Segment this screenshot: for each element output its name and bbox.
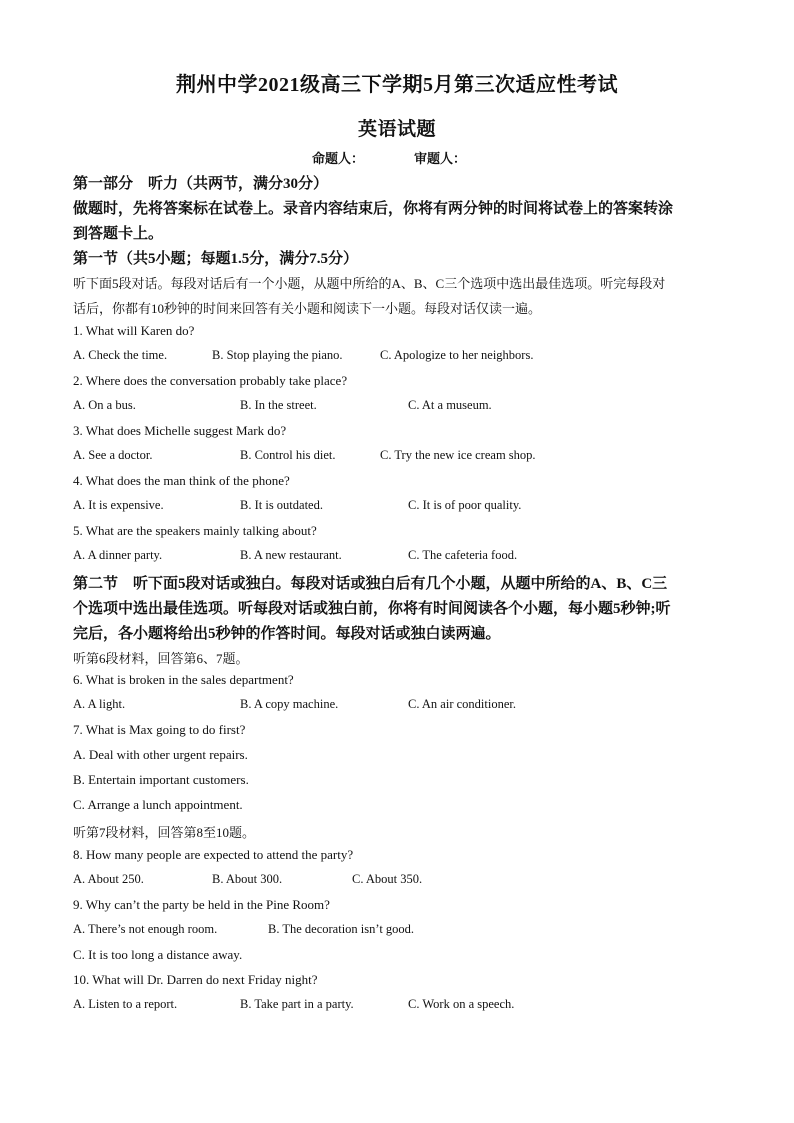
- option-a: A. A light.: [73, 697, 126, 711]
- question-7: 7. What is Max going to do first?: [73, 722, 246, 737]
- option-c: C. About 350.: [352, 872, 423, 886]
- question-7-option-c: C. Arrange a lunch appointment.: [73, 797, 243, 812]
- option-c: C. Apologize to her neighbors.: [380, 348, 534, 362]
- reviewer-label: 审题人：: [414, 151, 467, 166]
- option-c: C. At a museum.: [408, 398, 492, 412]
- part1-heading: 第一部分 听力（共两节，满分30分）: [73, 176, 329, 192]
- option-b: B. About 300.: [212, 872, 283, 886]
- option-c: C. An air conditioner.: [408, 697, 516, 711]
- question-4: 4. What does the man think of the phone?: [73, 473, 290, 488]
- setter-label: 命题人：: [312, 151, 365, 166]
- author-line: [312, 148, 516, 167]
- question-9-option-c: C. It is too long a distance away.: [73, 947, 243, 962]
- section1-directions-1: 听下面5段对话。每段对话后有一个小题，从题中所给的A、B、C三个选项中选出最佳选项。听完每段对: [73, 276, 666, 291]
- section2-heading-3: 完后，各小题将给出5秒钟的作答时间。每段对话或独白读两遍。: [73, 626, 501, 642]
- section2-heading-2: 个选项中选出最佳选项。听每段对话或独白前，你将有时间阅读各个小题，每小题5秒钟;听: [73, 601, 671, 617]
- option-a: A. There’s not enough room.: [73, 922, 218, 936]
- material-6-note: 听第6段材料，回答第6、7题。: [73, 651, 249, 666]
- option-b: B. Control his diet.: [240, 448, 336, 462]
- question-8: 8. How many people are expected to attend the party?: [73, 847, 354, 862]
- option-a: A. It is expensive.: [73, 498, 164, 512]
- option-a: A. See a doctor.: [73, 448, 153, 462]
- material-7-note: 听第7段材料，回答第8至10题。: [73, 825, 256, 840]
- option-b: B. In the street.: [240, 398, 317, 412]
- exam-subtitle: 英语试题: [357, 119, 436, 140]
- option-a: A. Listen to a report.: [73, 997, 178, 1011]
- option-c: C. The cafeteria food.: [408, 548, 518, 562]
- option-a: A. A dinner party.: [73, 548, 163, 562]
- option-c: C. It is of poor quality.: [408, 498, 522, 512]
- question-2: 2. Where does the conversation probably take place?: [73, 373, 348, 388]
- part1-instruction-2: 到答题卡上。: [73, 226, 164, 242]
- question-7-option-a: A. Deal with other urgent repairs.: [73, 747, 248, 762]
- exam-title: 荆州中学2021级高三下学期5月第三次适应性考试: [176, 74, 618, 96]
- question-3: 3. What does Michelle suggest Mark do?: [73, 423, 287, 438]
- option-a: A. On a bus.: [73, 398, 136, 412]
- section1-directions-2: 话后，你都有10秒钟的时间来回答有关小题和阅读下一小题。每段对话仅读一遍。: [73, 301, 542, 316]
- option-a: A. Check the time.: [73, 348, 168, 362]
- option-b: B. Stop playing the piano.: [212, 348, 343, 362]
- option-c: C. Try the new ice cream shop.: [380, 448, 536, 462]
- question-6: 6. What is broken in the sales department?: [73, 672, 294, 687]
- question-7-option-b: B. Entertain important customers.: [73, 772, 249, 787]
- option-b: B. A copy machine.: [240, 697, 339, 711]
- question-1: 1. What will Karen do?: [73, 323, 195, 338]
- question-9: 9. Why can’t the party be held in the Pine Room?: [73, 897, 330, 912]
- question-10: 10. What will Dr. Darren do next Friday night?: [73, 972, 318, 987]
- section2-heading-1: 第二节 听下面5段对话或独白。每段对话或独白后有几个小题，从题中所给的A、B、C三: [73, 576, 668, 592]
- option-c: C. Work on a speech.: [408, 997, 515, 1011]
- part1-instruction-1: 做题时，先将答案标在试卷上。录音内容结束后，你将有两分钟的时间将试卷上的答案转涂: [73, 201, 674, 217]
- section1-heading: 第一节（共5小题；每题1.5分，满分7.5分）: [73, 251, 359, 267]
- option-b: B. A new restaurant.: [240, 548, 342, 562]
- option-b: B. Take part in a party.: [240, 997, 354, 1011]
- option-b: B. The decoration isn’t good.: [268, 922, 415, 936]
- option-a: A. About 250.: [73, 872, 144, 886]
- question-5: 5. What are the speakers mainly talking about?: [73, 523, 317, 538]
- option-b: B. It is outdated.: [240, 498, 323, 512]
